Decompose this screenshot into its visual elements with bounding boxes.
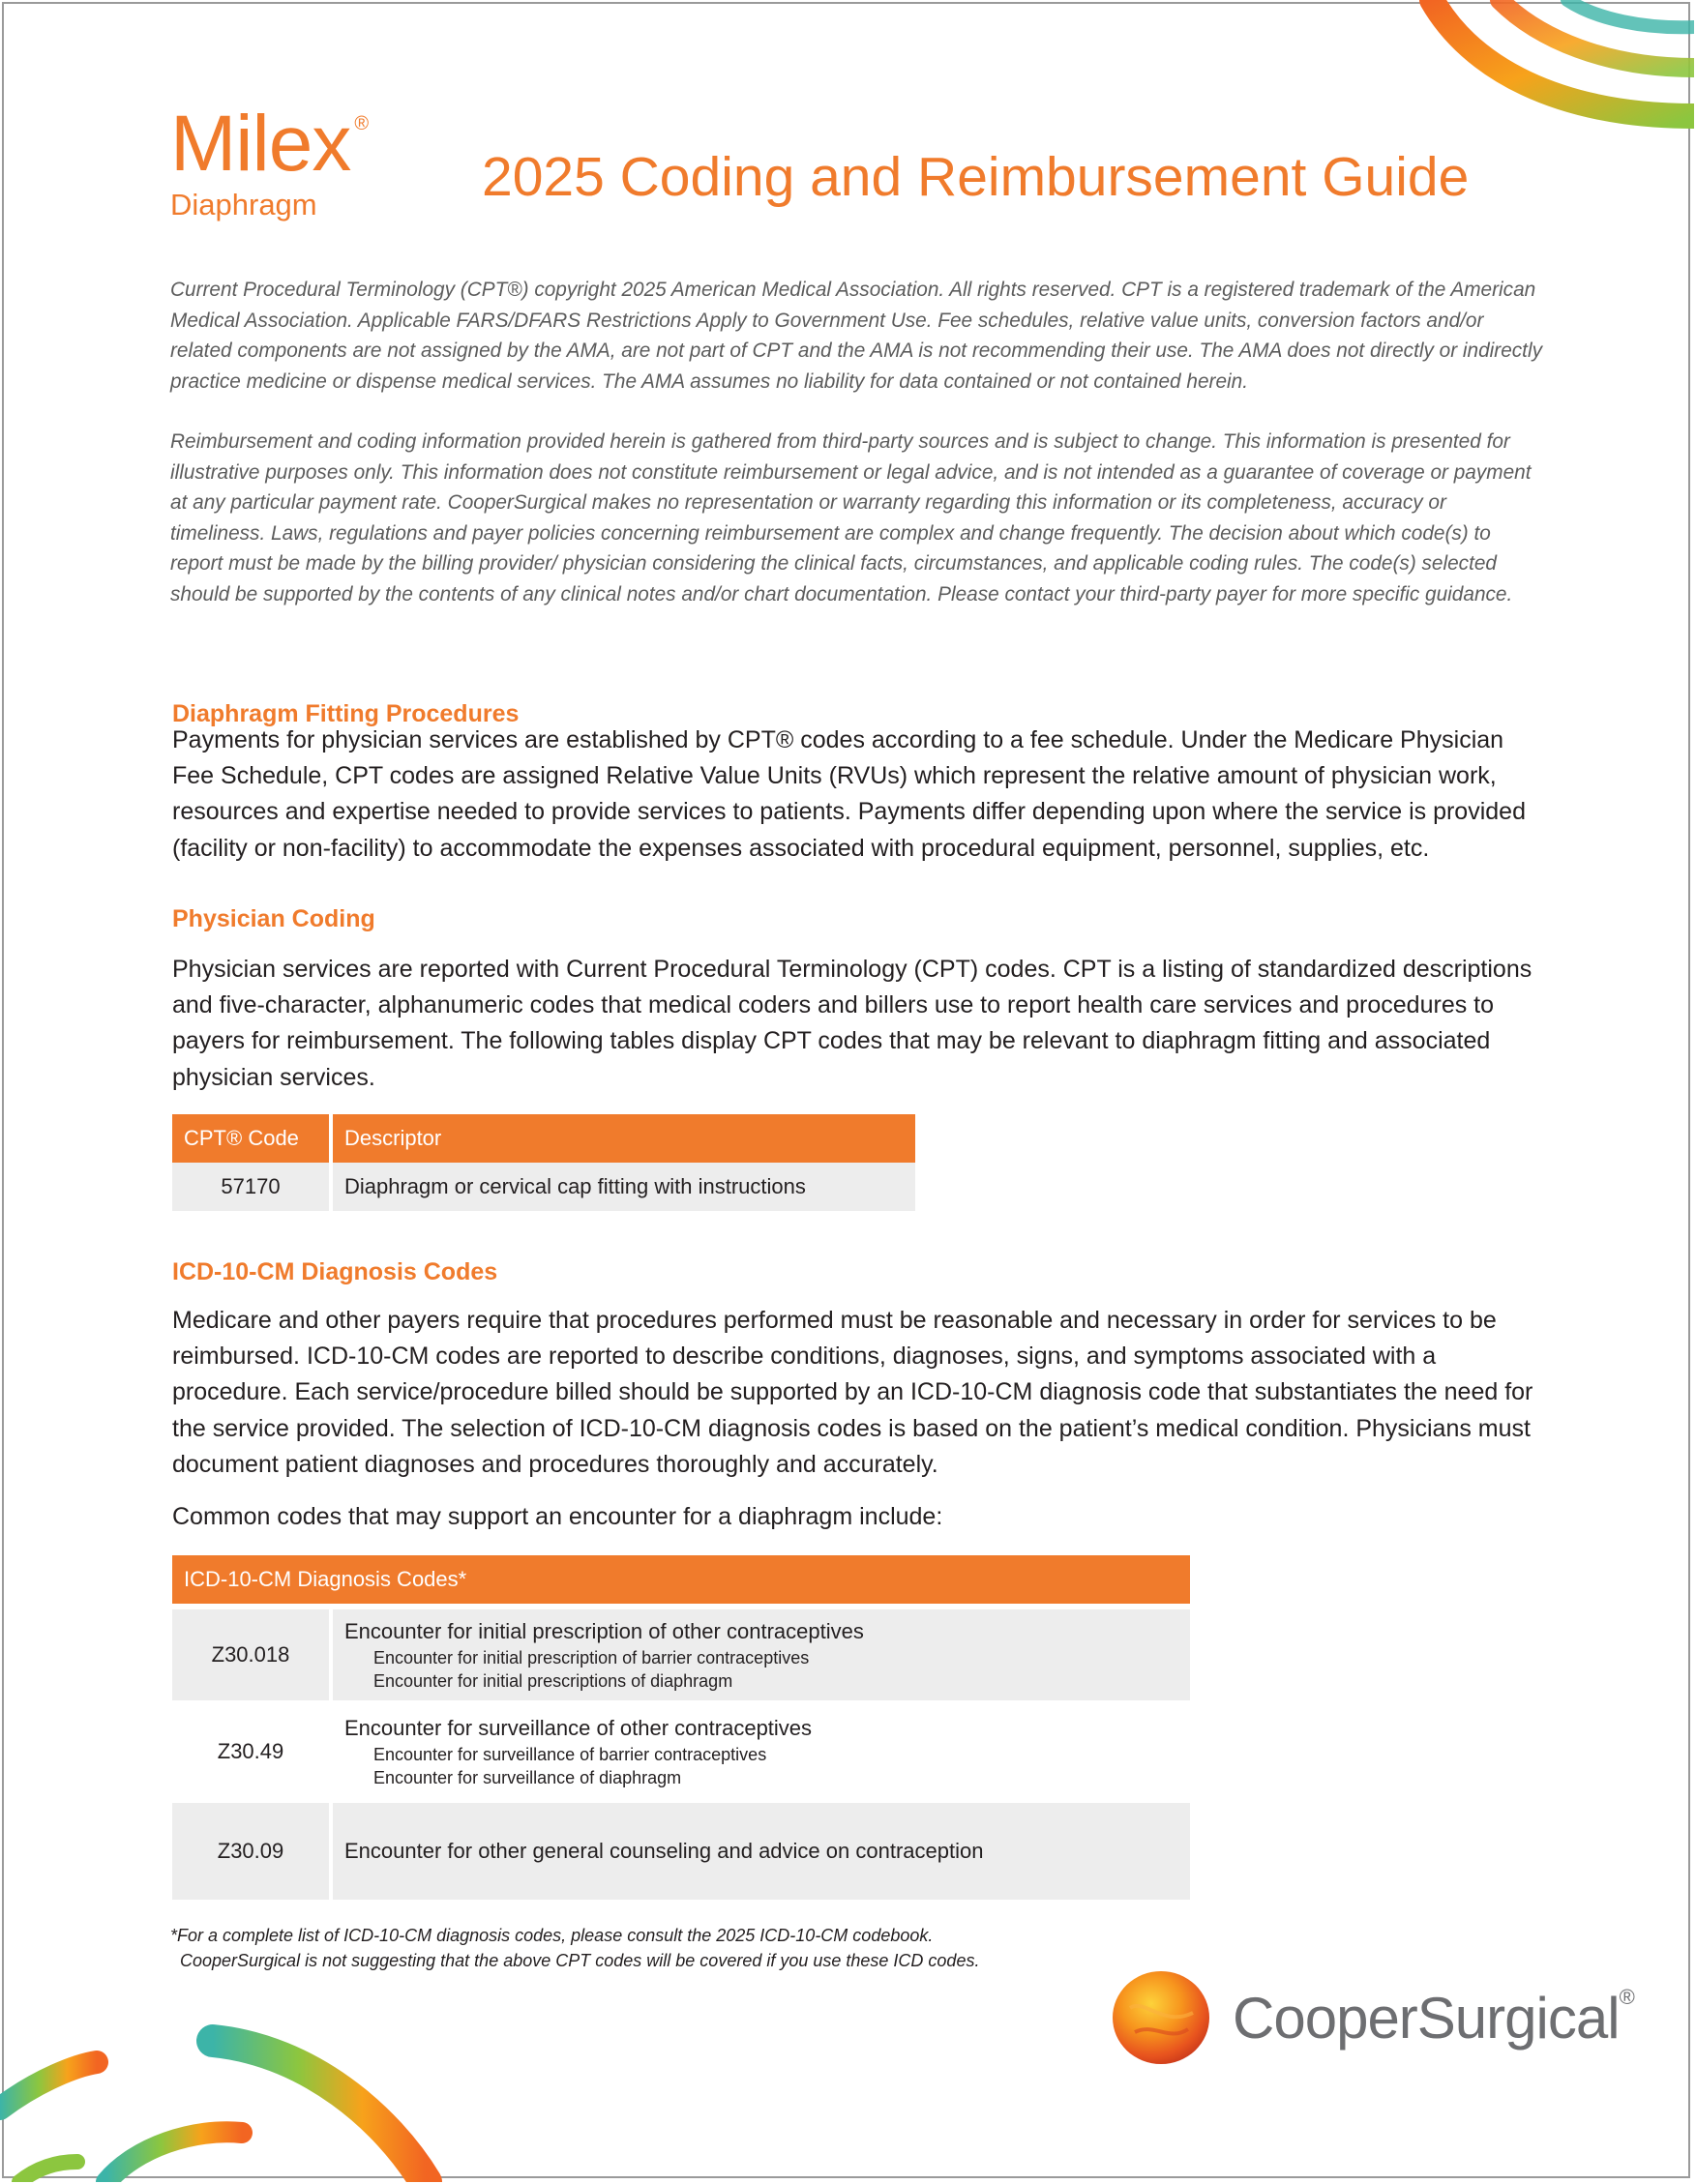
icd-sub-description: Encounter for initial prescriptions of diaphragm — [373, 1671, 733, 1691]
footnote-line-2: CooperSurgical is not suggesting that the above CPT codes will be covered if you use these ICD codes. — [180, 1951, 980, 1970]
footnote-line-1: *For a complete list of ICD-10-CM diagnosis codes, please consult the 2025 ICD-10-CM codebook. — [170, 1926, 934, 1945]
icd-description-cell — [333, 1706, 1190, 1797]
document-title: 2025 Coding and Reimbursement Guide — [482, 146, 1470, 208]
table-row — [172, 1609, 1190, 1700]
cpt-code-cell: 57170 — [172, 1163, 329, 1211]
section-body-icd: Medicare and other payers require that procedures performed must be reasonable and necessary in order for services to be reimbursed. ICD-10-CM codes are reported to describe conditions, diagnoses, signs, and symptoms associated with a procedure. Each service/procedure billed should be supported by an ICD-10-CM diagnosis code that substantiates the need for the service provided. The selection of ICD-10-CM diagnosis codes is based on the patient’s medical condition. Physicians must document patient diagnoses and procedures thoroughly and accurately. — [172, 1307, 1533, 1478]
brand-name-text: Milex — [170, 100, 351, 188]
section-heading-icd: ICD-10-CM Diagnosis Codes — [172, 1258, 498, 1285]
descriptor-column-header: Descriptor — [333, 1114, 915, 1163]
ama-disclaimer: Current Procedural Terminology (CPT®) copyright 2025 American Medical Association. All rights reserved. CPT is a registered trademark of the American Medical Association. Applicable FARS/DFARS Restrictions Apply to Government Use. Fee schedules, relative value units, conversion factors and/or related components are not assigned by the AMA, are not part of CPT and the AMA is not recommending their use. The AMA does not directly or indirectly practice medicine or dispense medical services. The AMA assumes no liability for data contained or not contained herein. — [170, 279, 1542, 393]
icd-code-cell: Z30.49 — [172, 1706, 329, 1797]
orange-sphere-icon — [1111, 1969, 1211, 2066]
icd-description-cell — [333, 1803, 1190, 1900]
icd-sub-description: Encounter for surveillance of barrier contraceptives — [373, 1745, 767, 1764]
table-row — [172, 1163, 915, 1211]
icd-code-cell: Z30.09 — [172, 1803, 329, 1900]
brand-subtitle: Diaphragm — [170, 188, 317, 221]
footnote — [170, 1923, 979, 1973]
decorative-arcs-bottom-left — [0, 2002, 464, 2182]
icd-main-description: Encounter for initial prescription of other contraceptives — [344, 1619, 864, 1643]
milex-brand-logo — [170, 100, 369, 222]
cpt-descriptor-cell: Diaphragm or cervical cap fitting with instructions — [333, 1163, 915, 1211]
decorative-arcs-top-right — [1393, 0, 1694, 155]
table-row — [172, 1803, 1190, 1900]
cpt-code-table — [168, 1114, 919, 1211]
logo-name: CooperSurgical — [1233, 1985, 1620, 2051]
icd-code-cell: Z30.018 — [172, 1609, 329, 1700]
coopersurgical-logo — [1111, 1969, 1634, 2066]
cpt-table-header-row — [172, 1114, 915, 1163]
icd-main-description: Encounter for surveillance of other contraceptives — [344, 1716, 813, 1740]
section-body-physician: Physician services are reported with Current Procedural Terminology (CPT) codes. CPT is a listing of standardized descriptions and five-character, alphanumeric codes that medical coders and billers use to report health care services and procedures to payers for reimbursement. The following tables display CPT codes that may be relevant to diaphragm fitting and associated physician services. — [172, 956, 1532, 1091]
section-heading-physician: Physician Coding — [172, 905, 375, 932]
reimbursement-disclaimer: Reimbursement and coding information provided herein is gathered from third-party sources and is subject to change. This information is presented for illustrative purposes only. This information does not constitute reimbursement or legal advice, and is not intended as a guarantee of coverage or payment at any particular payment rate. CooperSurgical makes no representation or warranty regarding this information or its completeness, accuracy or timeliness. Laws, regulations and payer policies concerning reimbursement are complex and change frequently. The decision about which code(s) to report must be made by the billing provider/ physician considering the clinical facts, circumstances, and applicable coding rules. The code(s) selected should be supported by the contents of any clinical notes and/or chart documentation. Please contact your third-party payer for more specific guidance. — [170, 430, 1532, 605]
icd-sub-description: Encounter for initial prescription of barrier contraceptives — [373, 1648, 810, 1668]
section-heading-fitting: Diaphragm Fitting Procedures — [172, 700, 520, 727]
icd-table-header-row — [172, 1555, 1190, 1604]
section-body-fitting: Payments for physician services are established by CPT® codes according to a fee schedule. Under the Medicare Physician Fee Schedule, CPT codes are assigned Relative Value Units (RVUs) which represent the relative amount of physician work, resources and expertise needed to provide services to patients. Payments differ depending upon where the service is provided (facility or non-facility) to accommodate the expenses associated with procedural equipment, personnel, supplies, etc. — [172, 726, 1526, 862]
logo-reg-mark: ® — [1619, 1984, 1634, 2009]
icd-code-table — [168, 1555, 1194, 1900]
brand-name — [170, 100, 369, 188]
icd-main-description: Encounter for other general counseling and advice on contraception — [344, 1839, 984, 1863]
table-row — [172, 1706, 1190, 1797]
logo-text — [1233, 1985, 1634, 2051]
cpt-code-column-header: CPT® Code — [172, 1114, 329, 1163]
icd-description-cell — [333, 1609, 1190, 1700]
icd-intro-text: Common codes that may support an encounter for a diaphragm include: — [172, 1503, 943, 1530]
brand-reg-mark: ® — [354, 113, 369, 134]
icd-table-header: ICD-10-CM Diagnosis Codes* — [172, 1555, 1190, 1604]
icd-sub-description: Encounter for surveillance of diaphragm — [373, 1768, 682, 1787]
